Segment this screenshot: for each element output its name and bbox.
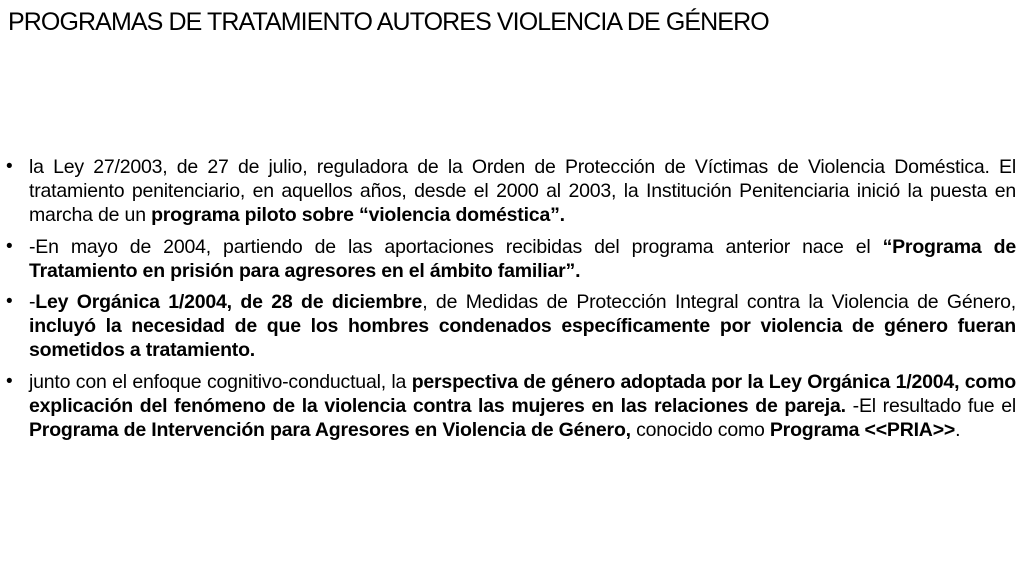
bold-text-segment: incluyó la necesidad de que los hombres condenados específicamente por violencia de género fueran sometidos a tratamiento. xyxy=(29,315,1016,362)
bullet-dot-icon: • xyxy=(6,370,13,392)
bullet-text xyxy=(29,371,1016,441)
bold-text-segment: “Programa de Tratamiento en prisión para agresores en el ámbito familiar”. xyxy=(29,235,1017,282)
bullet-text xyxy=(29,291,1016,361)
text-segment: , de Medidas de Protección Integral contra la Violencia de Género, xyxy=(422,291,1016,314)
bold-text-segment: Programa <<PRIA>> xyxy=(769,419,956,442)
bullet-dot-icon: • xyxy=(6,156,13,177)
bullet-text xyxy=(29,156,1016,226)
slide-title: PROGRAMAS DE TRATAMIENTO AUTORES VIOLENCIA DE GÉNERO xyxy=(8,8,769,36)
bullet-text xyxy=(29,236,1016,282)
bold-text-segment: perspectiva de género adoptada por la Ley Orgánica 1/2004, como explicación del fenómeno de la violencia contra las mujeres en las relaciones de pareja. xyxy=(29,370,1016,417)
bullet-list xyxy=(4,155,1016,449)
bold-text-segment: programa piloto sobre “violencia doméstica”. xyxy=(151,204,565,227)
bullet-item xyxy=(4,290,1016,363)
bullet-item xyxy=(4,370,1016,443)
text-segment: conocido como xyxy=(630,419,770,442)
bullet-dot-icon: • xyxy=(6,291,13,313)
text-segment: - xyxy=(29,291,36,314)
text-segment: la Ley 27/2003, de 27 de julio, reguladora de la Orden de Protección de Víctimas de Violencia Doméstica. El tratamiento penitenciario, en aquellos años, desde el 2000 al 2003, la Institución Penitenciaria inició la puesta en marcha de un xyxy=(29,156,1016,227)
bold-text-segment: Ley Orgánica 1/2004, de 28 de diciembre xyxy=(35,291,423,314)
text-segment: . xyxy=(955,419,961,442)
text-segment: -En mayo de 2004, partiendo de las aportaciones recibidas del programa anterior nace el xyxy=(29,235,883,258)
bullet-item xyxy=(4,235,1016,283)
bold-text-segment: Programa de Intervención para Agresores en Violencia de Género, xyxy=(29,419,631,442)
bullet-item xyxy=(4,155,1016,228)
text-segment: -El resultado fue el xyxy=(845,394,1016,417)
text-segment: junto con el enfoque cognitivo-conductual, la xyxy=(29,370,412,393)
bullet-dot-icon: • xyxy=(6,235,13,257)
